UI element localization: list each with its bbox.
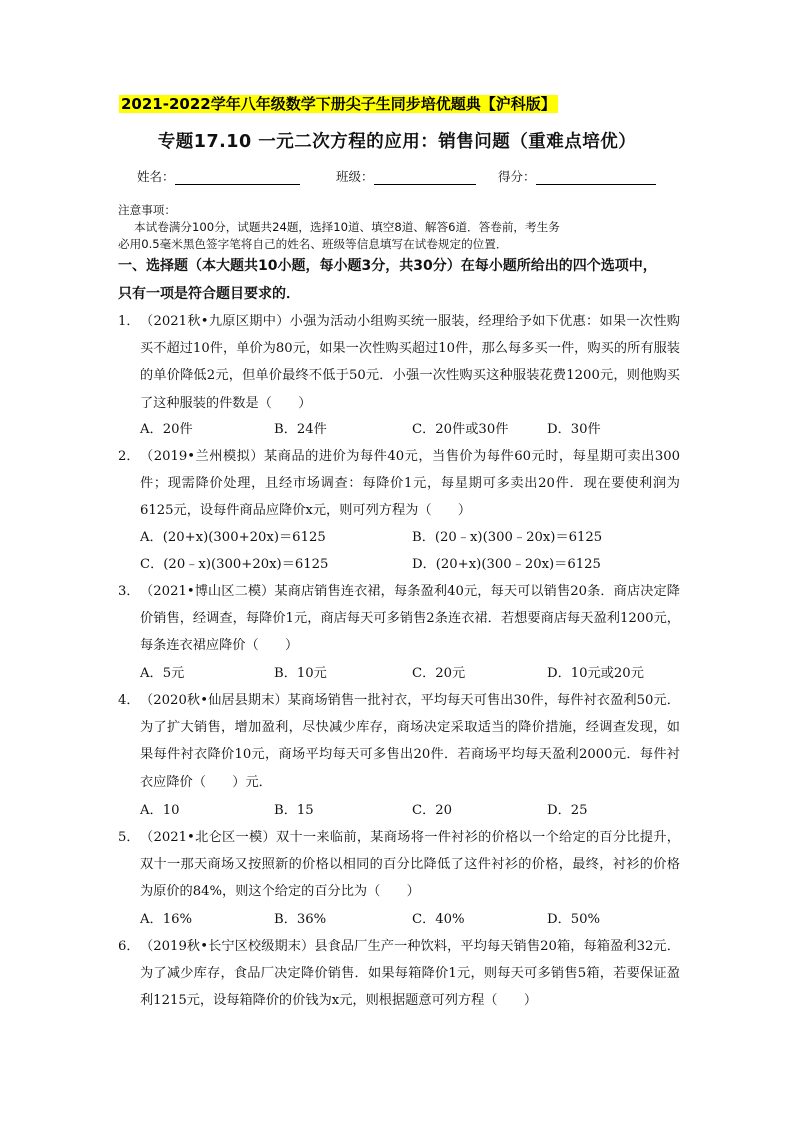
question-2-options-row-1 [140,524,680,551]
question-text: （2021•博山区二模）某商店销售连衣裙，每条盈利40元，每天可以销售20条．商店决定降价销售，经调查，每降价1元，商店每天可多销售2条连衣裙．若想要商店每天盈利1200元，每条连衣裙应降价（ ） [140,584,680,654]
score-field[interactable] [498,167,656,185]
question-4-options [140,797,680,824]
option-a[interactable]: A．20件 [140,422,193,437]
question-number: 1． [118,314,140,329]
question-1 [118,308,680,417]
option-b[interactable]: B．10元 [274,666,327,681]
question-number: 5． [118,830,140,845]
notice-heading: 注意事项： [118,203,176,217]
option-c[interactable]: C．20件或30件 [412,422,509,437]
name-blank[interactable] [175,170,300,185]
question-5 [118,824,680,906]
notice-line-1: 本试卷满分100分，试题共24题，选择10道、填空8道、解答6道．答卷前，考生务 [134,220,560,234]
class-blank[interactable] [374,170,476,185]
section-heading-1: 一、选择题（本大题共10小题，每小题3分，共30分）在每小题所给出的四个选项中， [118,258,657,274]
class-label: 班级： [336,169,374,184]
option-d[interactable]: D．(20+x)(300﹣20x)＝6125 [412,557,601,572]
question-4 [118,687,680,796]
option-d[interactable]: D．30件 [547,422,601,437]
notice-line-2: 必用0.5毫米黑色签字笔将自己的姓名、班级等信息填写在试卷规定的位置． [118,237,508,251]
option-b[interactable]: B．15 [274,803,314,818]
option-d[interactable]: D．25 [547,803,588,818]
option-c[interactable]: C．(20﹣x)(300+20x)＝6125 [140,557,329,572]
option-b[interactable]: B．36% [274,912,327,927]
question-5-options [140,906,680,933]
score-blank[interactable] [536,170,656,185]
banner-wrap [119,94,558,114]
option-c[interactable]: C．20元 [412,666,466,681]
score-label: 得分： [498,169,536,184]
option-c[interactable]: C．20 [412,803,453,818]
page-title: 专题17.10 一元二次方程的应用：销售问题（重难点培优） [157,132,637,152]
question-2-options-row-2 [140,551,680,578]
question-text: （2019秋•长宁区校级期末）县食品厂生产一种饮料，平均每天销售20箱，每箱盈利32元．为了减少库存，食品厂决定降价销售．如果每箱降价1元，则每天可多销售5箱，若要保证盈利1215元，设每箱降价的价钱为x元，则根据题意可列方程（ ） [140,939,680,1009]
option-d[interactable]: D．50% [547,912,601,927]
option-b[interactable]: B．(20﹣x)(300﹣20x)＝6125 [412,530,603,545]
option-b[interactable]: B．24件 [274,422,327,437]
class-field[interactable] [336,167,476,185]
question-number: 3． [118,584,140,599]
question-2 [118,443,680,525]
question-number: 4． [118,693,140,708]
student-info-row [137,167,677,187]
question-text: （2021秋•九原区期中）小强为活动小组购买统一服装，经理给予如下优惠：如果一次性购买不超过10件，单价为80元，如果一次性购买超过10件，那么每多买一件，购买的所有服装的单价降低2元，但单价最终不低于50元．小强一次性购买这种服装花费1200元，则他购买了这种服装的件数是（ ） [140,314,680,411]
option-c[interactable]: C．40% [412,912,465,927]
option-a[interactable]: A．16% [140,912,193,927]
question-text: （2020秋•仙居县期末）某商场销售一批衬衣，平均每天可售出30件，每件衬衣盈利50元．为了扩大销售，增加盈利，尽快减少库存，商场决定采取适当的降价措施，经调查发现，如果每件衬衣降价10元，商场平均每天可多售出20件．若商场平均每天盈利2000元．每件衬衣应降价（ ）元． [140,693,680,790]
question-3-options [140,660,680,687]
question-number: 6． [118,939,140,954]
question-text: （2019•兰州模拟）某商品的进价为每件40元，当售价为每件60元时，每星期可卖出300件；现需降价处理，且经市场调查：每降价1元，每星期可多卖出20件．现在要使利润为6125元，设每件商品应降价x元，则可列方程为（ ） [140,449,680,519]
name-field[interactable] [137,167,300,185]
option-a[interactable]: A．10 [140,803,180,818]
option-d[interactable]: D．10元或20元 [547,666,644,681]
series-banner: 2021-2022学年八年级数学下册尖子生同步培优题典【沪科版】 [121,95,556,113]
question-3 [118,578,680,660]
section-heading-2: 只有一项是符合题目要求的． [118,286,300,302]
question-6 [118,933,680,1015]
name-label: 姓名： [137,169,175,184]
question-1-options [140,416,680,443]
option-a[interactable]: A．5元 [140,666,185,681]
option-a[interactable]: A．(20+x)(300+20x)＝6125 [140,530,326,545]
question-text: （2021•北仑区一模）双十一来临前，某商场将一件衬衫的价格以一个给定的百分比提升，双十一那天商场又按照新的价格以相同的百分比降低了这件衬衫的价格，最终，衬衫的价格为原价的84%，则这个给定的百分比为（ ） [140,830,680,900]
question-number: 2． [118,449,140,464]
